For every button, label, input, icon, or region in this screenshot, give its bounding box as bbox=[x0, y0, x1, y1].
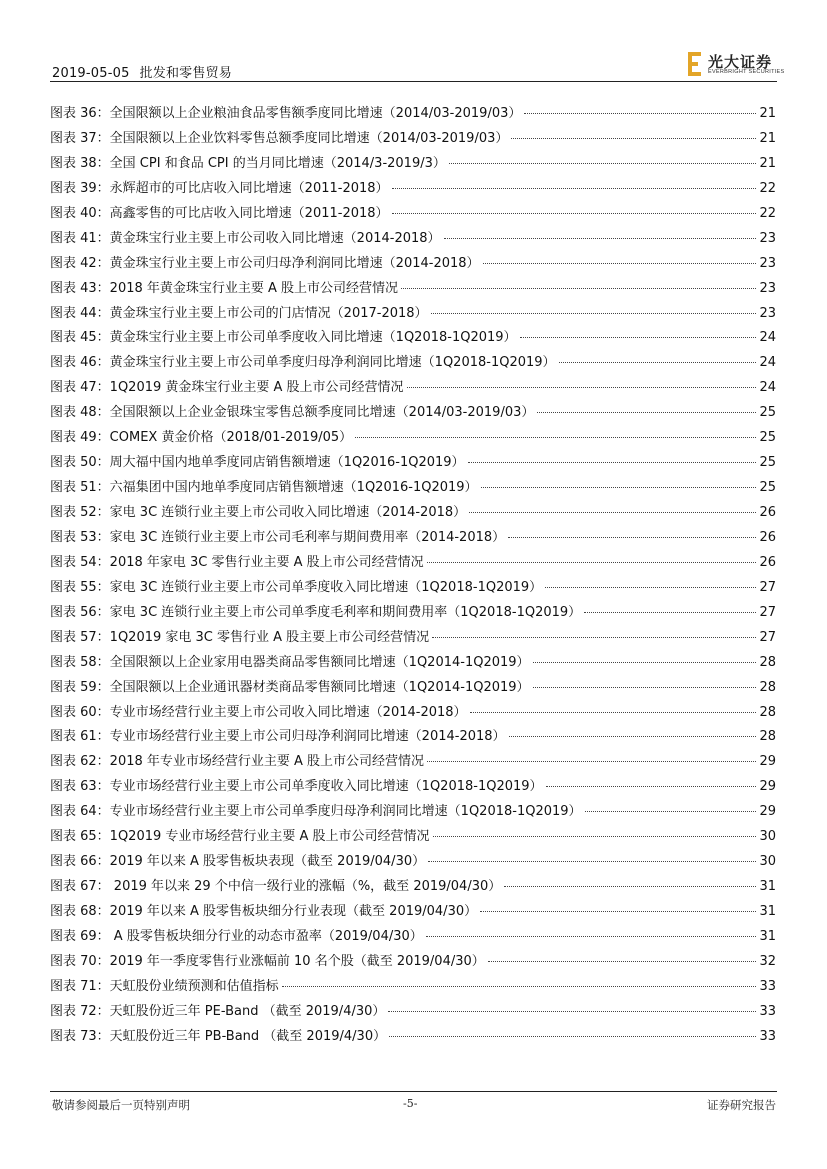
toc-entry[interactable] bbox=[50, 975, 776, 1000]
toc-entry-page[interactable]: 30 bbox=[759, 854, 776, 870]
toc-entry-title[interactable]: 图表 49：COMEX 黄金价格（2018/01-2019/05） bbox=[50, 430, 353, 446]
toc-leader-dots bbox=[533, 687, 757, 688]
toc-entry-title[interactable]: 图表 57：1Q2019 家电 3C 零售行业 A 股主要上市公司经营情况 bbox=[50, 629, 430, 645]
toc-entry-page[interactable]: 28 bbox=[759, 654, 776, 670]
toc-entry[interactable] bbox=[50, 601, 776, 626]
toc-entry-title[interactable]: 图表 44：黄金珠宝行业主要上市公司的门店情况（2017-2018） bbox=[50, 305, 428, 321]
toc-entry-title[interactable]: 图表 51：六福集团中国内地单季度同店销售额增速（1Q2016-1Q2019） bbox=[50, 480, 478, 496]
toc-entry-page[interactable]: 23 bbox=[759, 280, 776, 296]
toc-entry[interactable] bbox=[50, 551, 776, 576]
toc-entry[interactable] bbox=[50, 750, 776, 775]
toc-entry[interactable] bbox=[50, 202, 776, 227]
toc-leader-dots bbox=[389, 1036, 756, 1037]
toc-entry-page[interactable]: 33 bbox=[759, 978, 776, 994]
toc-entry-page[interactable]: 28 bbox=[759, 729, 776, 745]
toc-entry[interactable] bbox=[50, 376, 776, 401]
toc-entry[interactable] bbox=[50, 576, 776, 601]
toc-entry[interactable] bbox=[50, 825, 776, 850]
toc-entry[interactable] bbox=[50, 401, 776, 426]
toc-entry[interactable] bbox=[50, 526, 776, 551]
toc-entry-page[interactable]: 29 bbox=[759, 754, 776, 770]
toc-entry-title[interactable]: 图表 60：专业市场经营行业主要上市公司收入同比增速（2014-2018） bbox=[50, 704, 467, 720]
toc-entry-title[interactable]: 图表 59：全国限额以上企业通讯器材类商品零售额同比增速（1Q2014-1Q2019） bbox=[50, 679, 530, 695]
toc-entry[interactable] bbox=[50, 476, 776, 501]
toc-entry-title[interactable]: 图表 66：2019 年以来 A 股零售板块表现（截至 2019/04/30） bbox=[50, 854, 426, 870]
toc-leader-dots bbox=[488, 961, 757, 962]
toc-entry-page[interactable]: 26 bbox=[759, 554, 776, 570]
toc-entry-page[interactable]: 33 bbox=[759, 1003, 776, 1019]
toc-entry-title[interactable]: 图表 55：家电 3C 连锁行业主要上市公司单季度收入同比增速（1Q2018-1Q2019） bbox=[50, 579, 543, 595]
toc-entry-title[interactable]: 图表 43：2018 年黄金珠宝行业主要 A 股上市公司经营情况 bbox=[50, 280, 399, 296]
toc-entry-title[interactable]: 图表 62：2018 年专业市场经营行业主要 A 股上市公司经营情况 bbox=[50, 754, 425, 770]
toc-entry-page[interactable]: 23 bbox=[759, 230, 776, 246]
toc-entry-page[interactable]: 27 bbox=[759, 604, 776, 620]
toc-entry-title[interactable]: 图表 72：天虹股份近三年 PE-Band （截至 2019/4/30） bbox=[50, 1003, 386, 1019]
toc-entry-page[interactable]: 27 bbox=[759, 629, 776, 645]
toc-entry-page[interactable]: 26 bbox=[759, 505, 776, 520]
toc-entry-page[interactable]: 33 bbox=[759, 1028, 776, 1044]
toc-entry[interactable] bbox=[50, 626, 776, 651]
toc-entry-page[interactable]: 25 bbox=[759, 480, 776, 496]
toc-leader-dots bbox=[470, 712, 757, 713]
footer-disclaimer: 敬请参阅最后一页特别声明 bbox=[52, 1098, 190, 1112]
toc-entry[interactable] bbox=[50, 102, 776, 127]
toc-entry-page[interactable]: 21 bbox=[759, 106, 776, 121]
header-divider bbox=[50, 81, 777, 82]
toc-entry[interactable] bbox=[50, 651, 776, 676]
toc-leader-dots bbox=[559, 362, 757, 363]
toc-entry-title[interactable]: 图表 53：家电 3C 连锁行业主要上市公司毛利率与期间费用率（2014-2018） bbox=[50, 529, 506, 545]
toc-entry[interactable] bbox=[50, 676, 776, 701]
toc-entry-page[interactable]: 29 bbox=[759, 804, 776, 820]
company-logo bbox=[688, 50, 785, 80]
toc-leader-dots bbox=[537, 412, 756, 413]
report-date: 2019-05-05 bbox=[52, 66, 130, 81]
toc-entry-page[interactable]: 21 bbox=[759, 130, 776, 146]
toc-entry-page[interactable]: 31 bbox=[759, 879, 776, 895]
toc-entry-page[interactable]: 23 bbox=[759, 305, 776, 321]
toc-entry-page[interactable]: 24 bbox=[759, 380, 776, 396]
toc-leader-dots bbox=[426, 936, 757, 937]
toc-entry[interactable] bbox=[50, 326, 776, 351]
toc-entry-page[interactable]: 22 bbox=[759, 205, 776, 221]
toc-entry[interactable] bbox=[50, 127, 776, 152]
toc-entry-title[interactable]: 图表 40：高鑫零售的可比店收入同比增速（2011-2018） bbox=[50, 205, 389, 221]
footer-divider bbox=[50, 1091, 777, 1092]
toc-entry-page[interactable]: 28 bbox=[759, 704, 776, 720]
toc-entry-title[interactable]: 图表 64：专业市场经营行业主要上市公司单季度归母净利润同比增速（1Q2018-1Q2019） bbox=[50, 804, 582, 820]
report-category: 批发和零售贸易 bbox=[139, 66, 232, 81]
toc-entry[interactable] bbox=[50, 875, 776, 900]
toc-entry[interactable] bbox=[50, 1025, 776, 1050]
toc-entry-title[interactable]: 图表 56：家电 3C 连锁行业主要上市公司单季度毛利率和期间费用率（1Q2018-1Q2019） bbox=[50, 604, 582, 620]
toc-leader-dots bbox=[282, 986, 757, 987]
figure-list bbox=[50, 102, 776, 1050]
toc-leader-dots bbox=[433, 836, 757, 837]
toc-leader-dots bbox=[509, 736, 757, 737]
brand-mark-icon bbox=[688, 52, 702, 76]
toc-entry-title[interactable]: 图表 47：1Q2019 黄金珠宝行业主要 A 股上市公司经营情况 bbox=[50, 380, 404, 396]
toc-entry-page[interactable]: 21 bbox=[759, 155, 776, 171]
toc-entry[interactable] bbox=[50, 775, 776, 800]
toc-leader-dots bbox=[355, 437, 756, 438]
toc-entry-title[interactable]: 图表 69： A 股零售板块细分行业的动态市盈率（2019/04/30） bbox=[50, 928, 423, 944]
toc-leader-dots bbox=[483, 263, 757, 264]
toc-leader-dots bbox=[407, 387, 757, 388]
toc-entry-title[interactable]: 图表 58：全国限额以上企业家用电器类商品零售额同比增速（1Q2014-1Q2019） bbox=[50, 654, 530, 670]
toc-entry[interactable] bbox=[50, 277, 776, 302]
toc-leader-dots bbox=[392, 213, 757, 214]
toc-entry[interactable] bbox=[50, 426, 776, 451]
toc-entry-title[interactable]: 图表 73：天虹股份近三年 PB-Band （截至 2019/4/30） bbox=[50, 1028, 387, 1044]
footer-report-type: 证券研究报告 bbox=[707, 1098, 776, 1112]
toc-leader-dots bbox=[449, 163, 757, 164]
toc-entry[interactable] bbox=[50, 252, 776, 277]
toc-entry[interactable] bbox=[50, 351, 776, 376]
toc-leader-dots bbox=[427, 562, 757, 563]
toc-entry[interactable] bbox=[50, 850, 776, 875]
toc-leader-dots bbox=[533, 662, 757, 663]
toc-entry-page[interactable]: 27 bbox=[759, 579, 776, 595]
toc-leader-dots bbox=[468, 462, 757, 463]
toc-leader-dots bbox=[508, 537, 756, 538]
toc-leader-dots bbox=[545, 587, 756, 588]
toc-entry-title[interactable]: 图表 65：1Q2019 专业市场经营行业主要 A 股上市公司经营情况 bbox=[50, 829, 430, 845]
toc-entry-page[interactable]: 30 bbox=[759, 829, 776, 845]
page-header bbox=[52, 62, 232, 81]
toc-entry-page[interactable]: 24 bbox=[759, 330, 776, 346]
toc-leader-dots bbox=[584, 612, 756, 613]
toc-leader-dots bbox=[444, 238, 757, 239]
toc-entry-title[interactable]: 图表 37：全国限额以上企业饮料零售总额季度同比增速（2014/03-2019/03） bbox=[50, 130, 509, 146]
toc-entry-page[interactable]: 29 bbox=[759, 779, 776, 795]
toc-entry-page[interactable]: 25 bbox=[759, 430, 776, 446]
toc-entry[interactable] bbox=[50, 950, 776, 975]
toc-leader-dots bbox=[428, 861, 756, 862]
toc-entry-title[interactable]: 图表 48：全国限额以上企业金银珠宝零售总额季度同比增速（2014/03-2019/03） bbox=[50, 405, 535, 421]
toc-leader-dots bbox=[520, 337, 757, 338]
toc-leader-dots bbox=[481, 487, 757, 488]
toc-entry-title[interactable]: 图表 70：2019 年一季度零售行业涨幅前 10 名个股（截至 2019/04/30） bbox=[50, 953, 485, 969]
toc-leader-dots bbox=[585, 811, 757, 812]
toc-entry-title[interactable]: 图表 38：全国 CPI 和食品 CPI 的当月同比增速（2014/3-2019/3） bbox=[50, 155, 446, 171]
toc-entry-title[interactable]: 图表 71：天虹股份业绩预测和估值指标 bbox=[50, 978, 279, 994]
toc-entry-title[interactable]: 图表 68：2019 年以来 A 股零售板块细分行业表现（截至 2019/04/30） bbox=[50, 904, 478, 919]
toc-entry-page[interactable]: 32 bbox=[759, 953, 776, 969]
toc-leader-dots bbox=[504, 886, 756, 887]
toc-entry[interactable] bbox=[50, 725, 776, 750]
toc-entry[interactable] bbox=[50, 1000, 776, 1025]
toc-entry-title[interactable]: 图表 36：全国限额以上企业粮油食品零售额季度同比增速（2014/03-2019/03） bbox=[50, 106, 522, 121]
toc-entry-page[interactable]: 31 bbox=[759, 904, 776, 919]
toc-leader-dots bbox=[392, 188, 757, 189]
toc-entry[interactable] bbox=[50, 701, 776, 726]
toc-entry-page[interactable]: 23 bbox=[759, 255, 776, 271]
toc-entry[interactable] bbox=[50, 900, 776, 925]
toc-entry-title[interactable]: 图表 63：专业市场经营行业主要上市公司单季度收入同比增速（1Q2018-1Q2019） bbox=[50, 779, 543, 795]
toc-leader-dots bbox=[401, 288, 756, 289]
toc-entry-page[interactable]: 28 bbox=[759, 679, 776, 695]
toc-entry-title[interactable]: 图表 41：黄金珠宝行业主要上市公司收入同比增速（2014-2018） bbox=[50, 230, 441, 246]
toc-entry-title[interactable]: 图表 54：2018 年家电 3C 零售行业主要 A 股上市公司经营情况 bbox=[50, 554, 424, 570]
toc-entry-page[interactable]: 24 bbox=[759, 355, 776, 371]
toc-leader-dots bbox=[432, 637, 756, 638]
toc-entry[interactable] bbox=[50, 451, 776, 476]
toc-entry[interactable] bbox=[50, 302, 776, 327]
toc-leader-dots bbox=[546, 786, 757, 787]
toc-entry-title[interactable]: 图表 46：黄金珠宝行业主要上市公司单季度归母净利润同比增速（1Q2018-1Q2019） bbox=[50, 355, 556, 371]
toc-entry-page[interactable]: 31 bbox=[759, 928, 776, 944]
toc-entry-title[interactable]: 图表 39：永辉超市的可比店收入同比增速（2011-2018） bbox=[50, 180, 389, 196]
page-number: -5- bbox=[403, 1097, 418, 1110]
toc-entry[interactable] bbox=[50, 800, 776, 825]
toc-entry-page[interactable]: 26 bbox=[759, 529, 776, 545]
toc-entry-title[interactable]: 图表 61：专业市场经营行业主要上市公司归母净利润同比增速（2014-2018） bbox=[50, 729, 506, 745]
toc-entry-page[interactable]: 25 bbox=[759, 405, 776, 421]
logo-name-en: EVERBRIGHT SECURITIES bbox=[708, 69, 785, 75]
toc-leader-dots bbox=[511, 138, 756, 139]
toc-leader-dots bbox=[480, 911, 756, 912]
toc-entry-page[interactable]: 22 bbox=[759, 180, 776, 196]
toc-leader-dots bbox=[388, 1011, 756, 1012]
toc-entry[interactable] bbox=[50, 501, 776, 526]
toc-leader-dots bbox=[524, 113, 756, 114]
logo-name-cn: 光大证券 bbox=[708, 53, 773, 71]
toc-entry-title[interactable]: 图表 50：周大福中国内地单季度同店销售额增速（1Q2016-1Q2019） bbox=[50, 455, 465, 471]
toc-entry-title[interactable]: 图表 67： 2019 年以来 29 个中信一级行业的涨幅（%，截至 2019/04/30） bbox=[50, 879, 502, 895]
toc-entry[interactable] bbox=[50, 227, 776, 252]
toc-entry-page[interactable]: 25 bbox=[759, 455, 776, 471]
toc-leader-dots bbox=[469, 512, 756, 513]
toc-entry[interactable] bbox=[50, 152, 776, 177]
toc-leader-dots bbox=[427, 761, 756, 762]
toc-leader-dots bbox=[431, 313, 757, 314]
toc-entry[interactable] bbox=[50, 177, 776, 202]
toc-entry[interactable] bbox=[50, 925, 776, 950]
toc-entry-title[interactable]: 图表 42：黄金珠宝行业主要上市公司归母净利润同比增速（2014-2018） bbox=[50, 255, 480, 271]
toc-entry-title[interactable]: 图表 52：家电 3C 连锁行业主要上市公司收入同比增速（2014-2018） bbox=[50, 505, 467, 520]
toc-entry-title[interactable]: 图表 45：黄金珠宝行业主要上市公司单季度收入同比增速（1Q2018-1Q2019） bbox=[50, 330, 517, 346]
